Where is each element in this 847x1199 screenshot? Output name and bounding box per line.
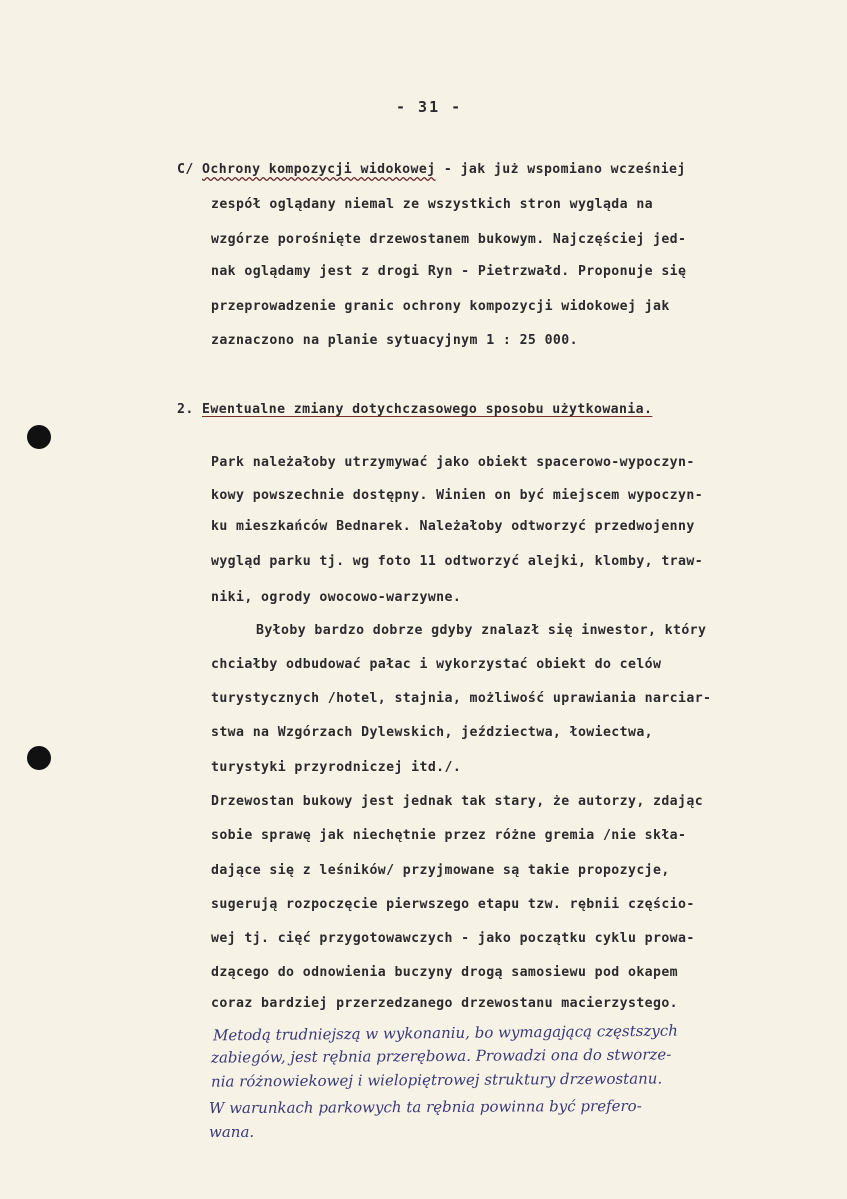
punch-hole-top bbox=[27, 425, 51, 449]
section-c-line-4: nak oglądamy jest z drogi Ryn - Pietrzwałd. Proponuje się bbox=[211, 264, 687, 279]
paragraph-line: sugerują rozpoczęcie pierwszego etapu tzw. rębnii częścio- bbox=[211, 897, 695, 912]
section-c-prefix: C/ bbox=[177, 162, 203, 177]
paragraph-line: turystyki przyrodniczej itd./. bbox=[211, 760, 462, 775]
paragraph-line: Byłoby bardzo dobrze gdyby znalazł się inwestor, który bbox=[256, 623, 707, 638]
handwritten-line: wana. bbox=[209, 1123, 255, 1141]
handwritten-line: nia różnowiekowej i wielopiętrowej struktury drzewostanu. bbox=[210, 1069, 663, 1091]
section-c-line-2: zespół oglądany niemal ze wszystkich stron wygląda na bbox=[211, 197, 653, 212]
section-c-line-1-rest: - jak już wspomiano wcześniej bbox=[435, 162, 686, 177]
paragraph-line: Drzewostan bukowy jest jednak tak stary, że autorzy, zdając bbox=[211, 794, 704, 809]
paragraph-line: turystycznych /hotel, stajnia, możliwość uprawiania narciar- bbox=[211, 691, 712, 706]
handwritten-line: W warunkach parkowych ta rębnia powinna być prefero- bbox=[208, 1096, 642, 1118]
section-c-line-6: zaznaczono na planie sytuacyjnym 1 : 25 000. bbox=[211, 333, 578, 348]
paragraph-line: sobie sprawę jak niechętnie przez różne gremia /nie skła- bbox=[211, 828, 687, 843]
section-c-heading: Ochrony kompozycji widokowej bbox=[202, 162, 436, 177]
handwritten-line: Metodą trudniejszą w wykonaniu, bo wymagającą częstszych bbox=[212, 1021, 678, 1045]
paragraph-line: chciałby odbudować pałac i wykorzystać obiekt do celów bbox=[211, 657, 662, 672]
section-c-line-1 bbox=[177, 162, 686, 177]
paragraph-line: coraz bardziej przerzedzanego drzewostanu macierzystego. bbox=[211, 996, 679, 1011]
handwritten-line: zabiegów, jest rębnia przerębowa. Prowadzi ona do stworze- bbox=[210, 1045, 672, 1067]
paragraph-line: wej tj. cięć przygotowawczych - jako początku cyklu prowa- bbox=[211, 931, 695, 946]
punch-hole-bottom bbox=[27, 746, 51, 770]
section-2-heading-line bbox=[177, 402, 652, 417]
section-2-heading: Ewentualne zmiany dotychczasowego sposobu użytkowania. bbox=[202, 402, 653, 417]
paragraph-line: dzącego do odnowienia buczyny drogą samosiewu pod okapem bbox=[211, 965, 679, 980]
paragraph-line: Park należałoby utrzymywać jako obiekt spacerowo-wypoczyn- bbox=[211, 455, 695, 470]
paragraph-line: niki, ogrody owocowo-warzywne. bbox=[211, 590, 462, 605]
paragraph-line: kowy powszechnie dostępny. Winien on być miejscem wypoczyn- bbox=[211, 488, 704, 503]
paragraph-line: dające się z leśników/ przyjmowane są takie propozycje, bbox=[211, 863, 670, 878]
paragraph-line: stwa na Wzgórzach Dylewskich, jeździectwa, łowiectwa, bbox=[211, 725, 653, 740]
paragraph-line: ku mieszkańców Bednarek. Należałoby odtworzyć przedwojenny bbox=[211, 519, 695, 534]
section-2-number: 2. bbox=[177, 402, 203, 417]
section-c-line-3: wzgórze porośnięte drzewostanem bukowym. Najczęściej jed- bbox=[211, 232, 687, 247]
page-number: - 31 - bbox=[396, 98, 463, 116]
section-c-line-5: przeprowadzenie granic ochrony kompozycji widokowej jak bbox=[211, 299, 670, 314]
paragraph-line: wygląd parku tj. wg foto 11 odtworzyć alejki, klomby, traw- bbox=[211, 554, 704, 569]
